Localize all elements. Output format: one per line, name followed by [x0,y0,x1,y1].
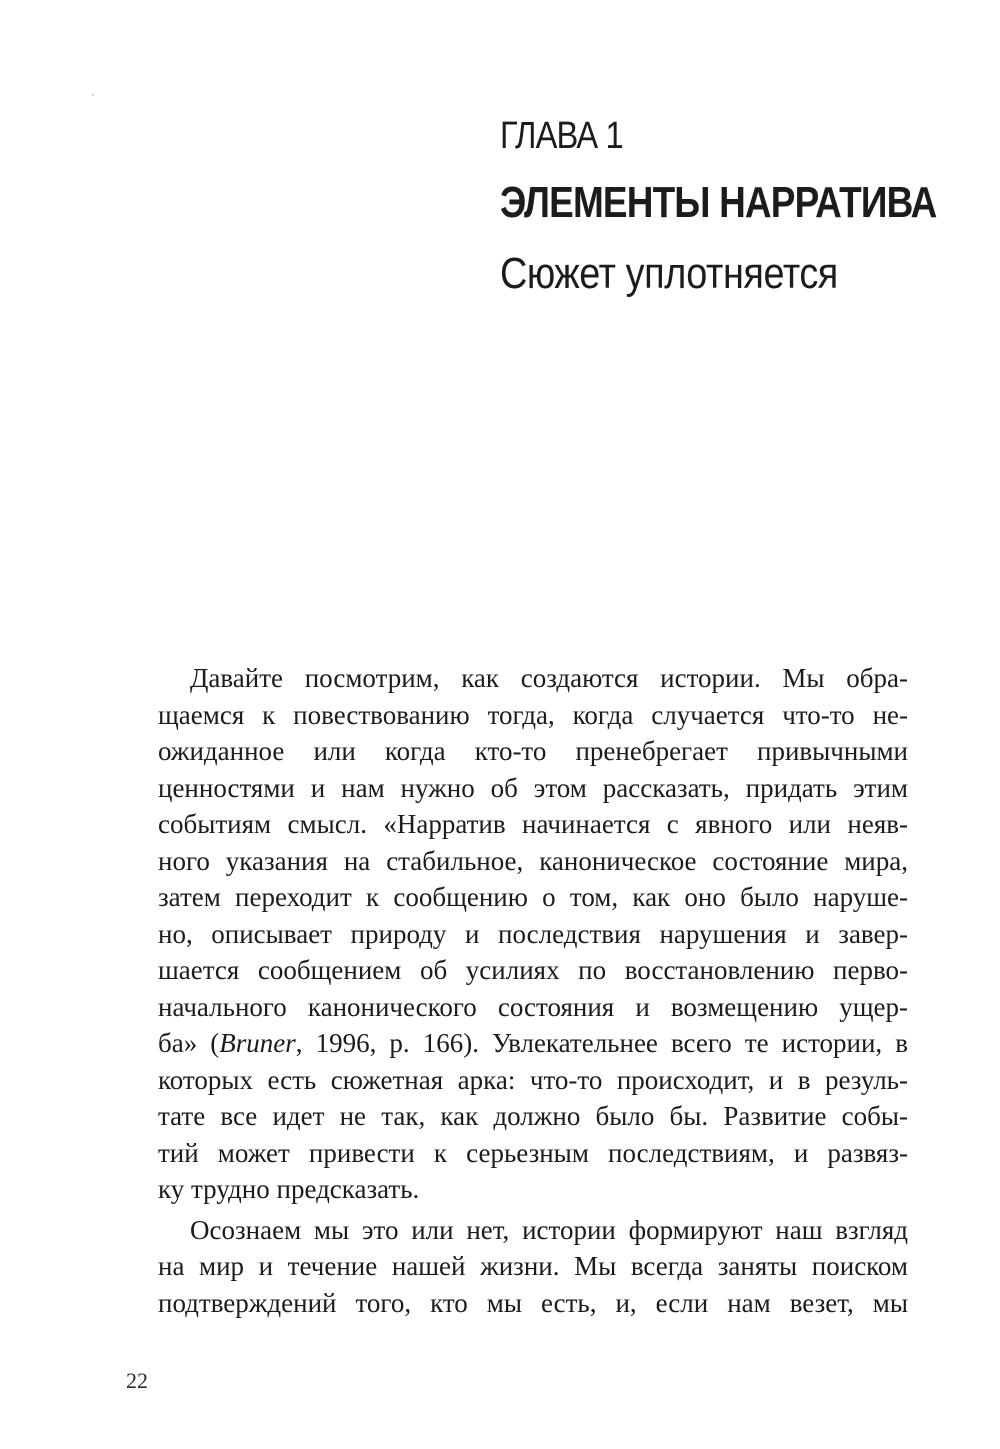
text-line: которых есть сюжетная арка: что-то происходит, и в резуль- [158,1064,908,1095]
text-line: но, описывает природу и последствия нарушения и завер- [158,918,908,949]
text-line: подтверждений того, кто мы есть, и, если нам везет, мы [158,1287,908,1318]
text-line: шается сообщением об усилиях по восстановлению перво- [158,955,908,985]
chapter-label: ГЛАВА 1 [500,115,623,157]
body-text [126,660,908,1321]
text-line: тий может привести к серьезным последствиям, и развяз- [158,1137,908,1168]
citation-lead: ба» ( [158,1028,220,1058]
page-number: 22 [126,1368,148,1393]
text-line: ценностями и нам нужно об этом рассказать, придать этим [158,772,908,803]
chapter-header [500,108,970,306]
text-line: затем переходит к сообщению о том, как оно было наруше- [158,882,908,912]
text-line: тате все идет не так, как должно было бы. Развитие собы- [158,1101,908,1131]
paragraph-2 [126,1212,908,1322]
text-line: на мир и течение нашей жизни. Мы всегда заняты поиском [158,1251,908,1281]
text-line: начального канонического состояния и возмещению ущер- [158,991,908,1022]
text-line: ку трудно предсказать. [158,1174,420,1204]
text-line: щаемся к повествованию тогда, когда случается что-то не- [158,699,908,730]
paragraph-1 [126,660,908,1208]
text-line: событиям смысл. «Нарратив начинается с явного или неяв- [158,809,908,839]
text-line: Осознаем мы это или нет, истории формируют наш взгляд [190,1214,908,1245]
citation-line [126,1025,908,1062]
chapter-subtitle: Сюжет уплотняется [500,249,838,298]
text-line: Давайте посмотрим, как создаются истории. Мы обра- [190,663,908,693]
chapter-title: ЭЛЕМЕНТЫ НАРРАТИВА [500,178,937,227]
paper-speck [92,94,94,96]
text-line: ожиданное или когда кто-то пренебрегает привычными [158,736,908,766]
text-line: ного указания на стабильное, каноническое состояние мира, [158,845,908,876]
citation-author: Bruner [219,1028,296,1058]
citation-rest: , 1996, p. 166). Увлекательнее всего те истории, в [295,1028,908,1058]
